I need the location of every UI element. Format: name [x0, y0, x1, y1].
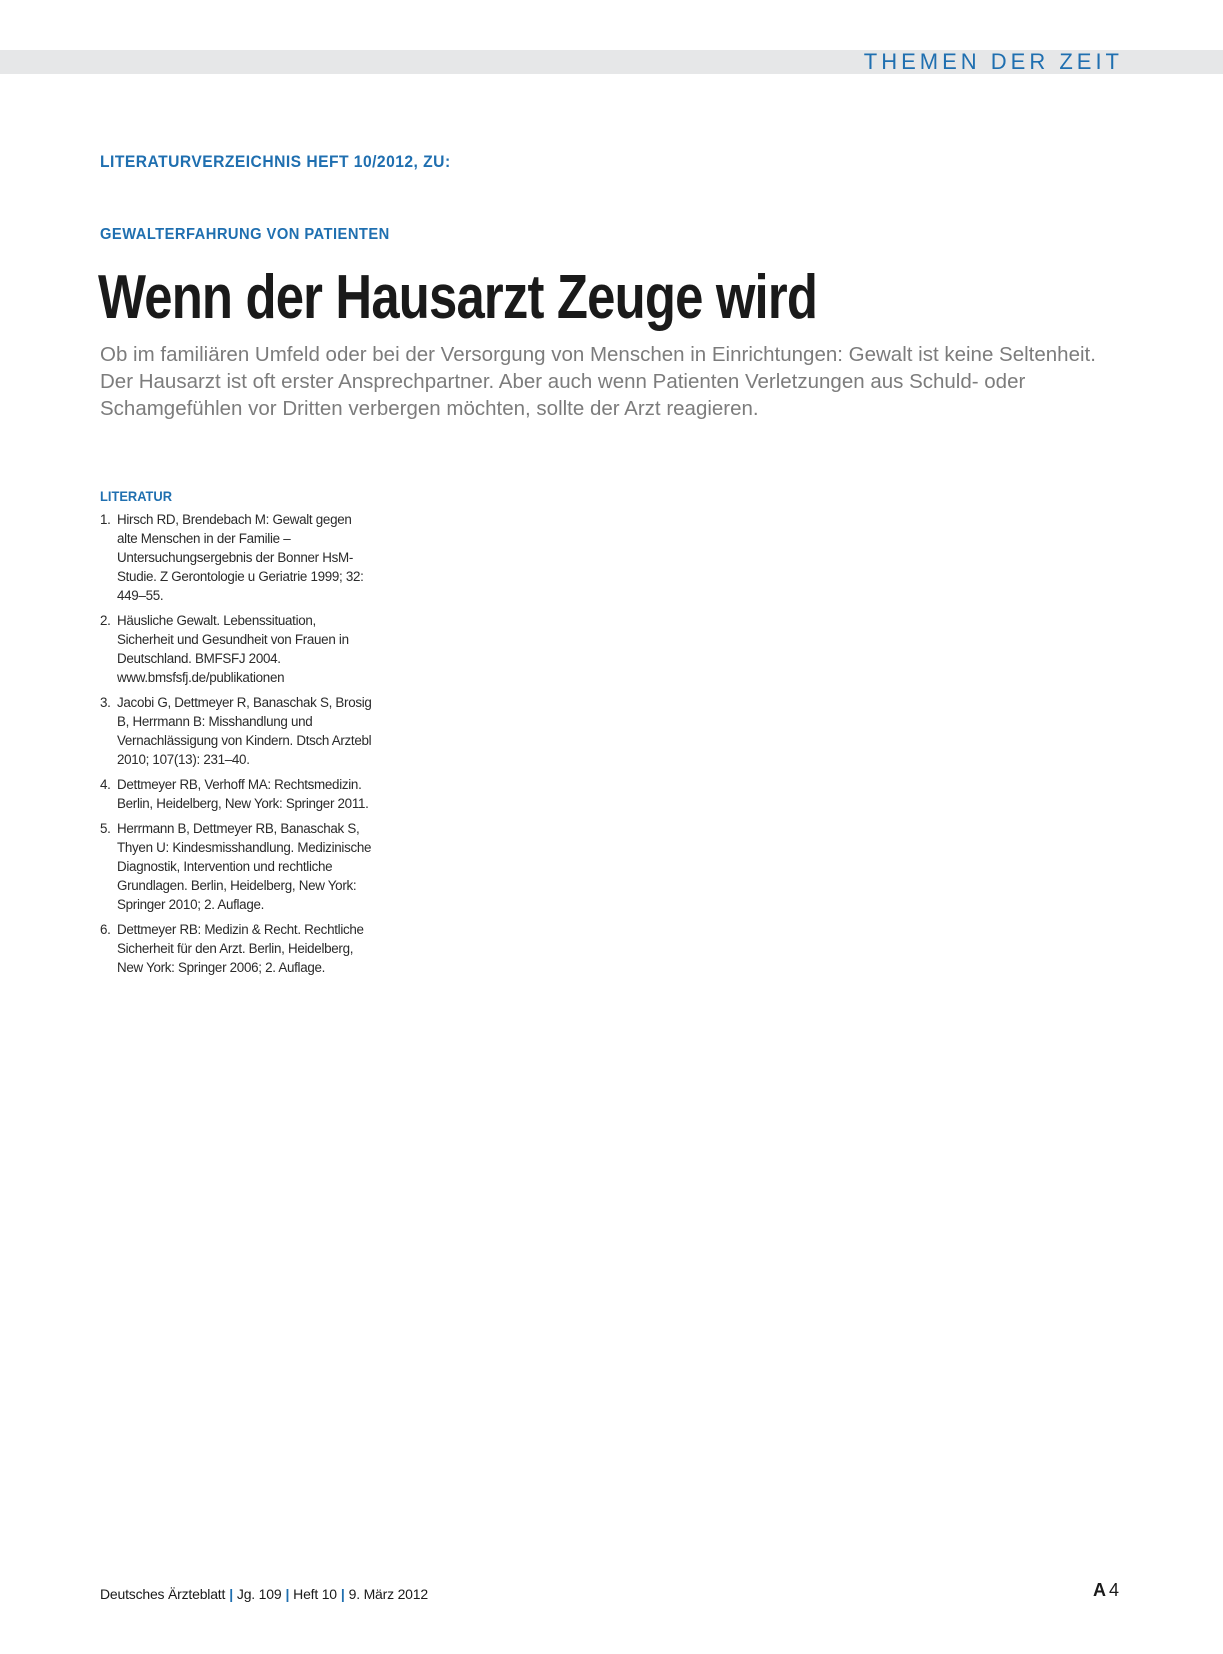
references-list: [100, 510, 375, 977]
reference-item: [100, 819, 375, 914]
reference-item: [100, 510, 375, 605]
kicker-top: LITERATURVERZEICHNIS HEFT 10/2012, ZU:: [100, 152, 451, 171]
reference-item: [100, 920, 375, 977]
footer-volume: Jg. 109: [236, 1586, 282, 1602]
reference-number: 4.: [100, 777, 111, 792]
footer-journal: Deutsches Ärzteblatt: [100, 1586, 226, 1602]
reference-text: Hirsch RD, Brendebach M: Gewalt gegen alte Menschen in der Familie – Untersuchungsergebnis der Bonner HsM-Studie. Z Gerontologie u Geriatrie 1999; 32: 449–55.: [117, 512, 364, 603]
reference-number: 3.: [100, 695, 111, 710]
references-section: [100, 488, 375, 983]
page-letter: A: [1092, 1580, 1106, 1600]
reference-text: Häusliche Gewalt. Lebenssituation, Sicherheit und Gesundheit von Frauen in Deutschland. BMFSFJ 2004. www.bmsfsfj.de/publikationen: [117, 613, 349, 685]
references-heading: LITERATUR: [100, 488, 173, 504]
article-title: Wenn der Hausarzt Zeuge wird: [98, 263, 818, 332]
reference-item: [100, 775, 375, 813]
reference-number: 1.: [100, 512, 111, 527]
article-kicker: GEWALTERFAHRUNG VON PATIENTEN: [100, 226, 390, 243]
reference-item: [100, 611, 375, 687]
article-lead: Ob im familiären Umfeld oder bei der Versorgung von Menschen in Einrichtungen: Gewalt ist keine Seltenheit. Der Hausarzt ist oft erster Ansprechpartner. Aber auch wenn Patienten Verletzungen aus Schuld- oder Schamgefühlen vor Dritten verbergen möchten, sollte der Arzt reagieren.: [100, 343, 1096, 420]
page-number: [1093, 1580, 1119, 1601]
reference-item: [100, 693, 375, 769]
footer-date: 9. März 2012: [348, 1586, 428, 1602]
footer-separator: |: [285, 1586, 290, 1602]
reference-number: 5.: [100, 821, 111, 836]
reference-number: 6.: [100, 922, 111, 937]
reference-text: Dettmeyer RB, Verhoff MA: Rechtsmedizin. Berlin, Heidelberg, New York: Springer 2011.: [117, 777, 369, 811]
reference-text: Jacobi G, Dettmeyer R, Banaschak S, Brosig B, Herrmann B: Misshandlung und Vernachlässigung von Kindern. Dtsch Arztebl 2010; 107(13): 231–40.: [117, 695, 372, 767]
footer-separator: |: [229, 1586, 233, 1602]
page-digit: 4: [1108, 1580, 1119, 1600]
footer-issue: Heft 10: [293, 1586, 337, 1602]
reference-text: Dettmeyer RB: Medizin & Recht. Rechtliche Sicherheit für den Arzt. Berlin, Heidelberg, New York: Springer 2006; 2. Auflage.: [117, 922, 364, 975]
footer-separator: |: [340, 1586, 345, 1602]
reference-number: 2.: [100, 613, 111, 628]
section-label: THEMEN DER ZEIT: [863, 49, 1123, 74]
footer-citation: [100, 1586, 428, 1602]
reference-text: Herrmann B, Dettmeyer RB, Banaschak S, Thyen U: Kindesmisshandlung. Medizinische Diagnostik, Intervention und rechtliche Grundlagen. Berlin, Heidelberg, New York: Springer 2010; 2. Auflage.: [117, 821, 372, 912]
